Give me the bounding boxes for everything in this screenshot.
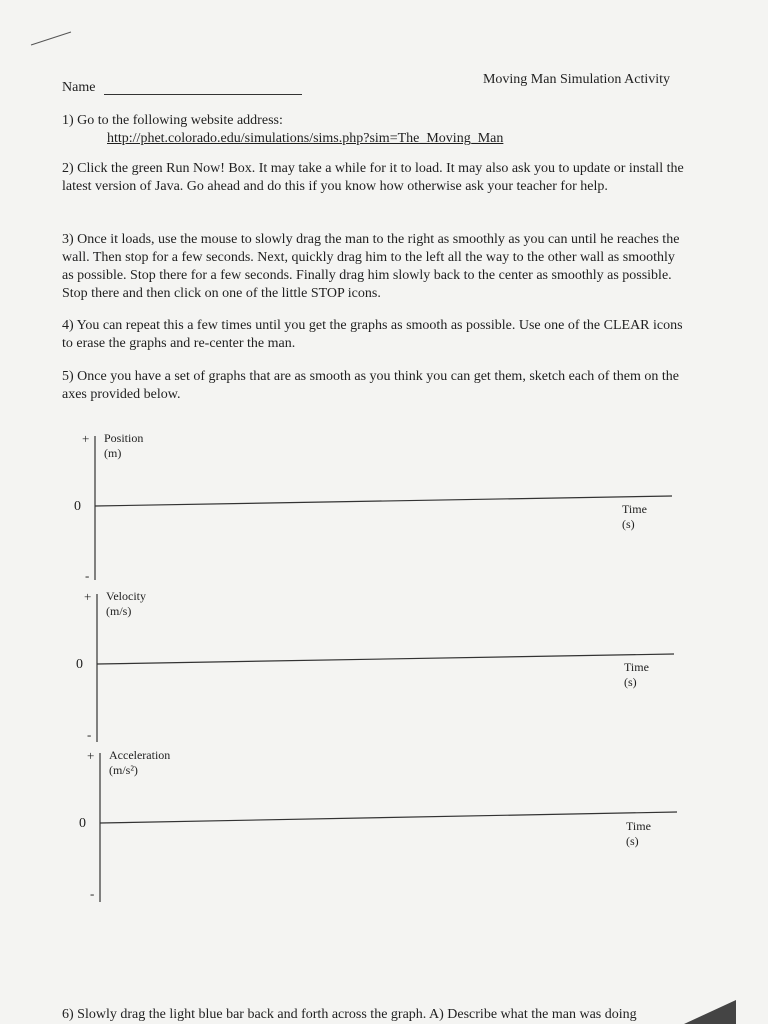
velocity-zero-label: 0 [76, 657, 83, 672]
position-zero-label: 0 [74, 499, 81, 514]
position-time-label: Time (s) [622, 502, 647, 531]
question-5: 5) Once you have a set of graphs that are as smooth as you think you can get them, sketch each of them on the axes provided below. [62, 369, 679, 402]
question-4: 4) You can repeat this a few times until you get the graphs as smooth as possible. Use one of the CLEAR icons to erase the graphs and re-center the man. [62, 318, 683, 351]
position-plus-sign: + [82, 431, 90, 446]
page-corner-shadow [684, 1000, 736, 1024]
name-label: Name [62, 80, 96, 95]
velocity-plus-sign: + [84, 589, 92, 604]
acceleration-zero-label: 0 [79, 816, 86, 831]
acceleration-plus-sign: + [87, 748, 95, 763]
question-6: 6) Slowly drag the light blue bar back and forth across the graph. A) Describe what the man was doing [62, 1007, 637, 1022]
position-axis-label: Position (m) [104, 431, 144, 460]
question-3: 3) Once it loads, use the mouse to slowly drag the man to the right as smoothly as you can until he reaches the wall. Then stop for a few seconds. Next, quickly drag him to the left all the way to the other wall as smoothly as possible. Stop there for a few seconds. Finally drag him slowly back to the center as smoothly as possible. Stop there and then click on one of the little STOP icons. [62, 232, 680, 301]
question-2: 2) Click the green Run Now! Box. It may take a while for it to load. It may also ask you to update or install the latest version of Java. Go ahead and do this if you know how otherwise ask your teacher for help. [62, 161, 684, 194]
acceleration-axis-label: Acceleration (m/s²) [109, 748, 171, 777]
document-title: Moving Man Simulation Activity [482, 72, 670, 87]
velocity-time-label: Time (s) [624, 660, 649, 689]
question-1-text: 1) Go to the following website address: [62, 113, 283, 128]
acceleration-minus-sign: - [90, 886, 95, 901]
velocity-axis-label: Velocity (m/s) [106, 589, 146, 618]
position-minus-sign: - [85, 568, 90, 583]
velocity-minus-sign: - [87, 727, 92, 742]
acceleration-time-label: Time (s) [626, 819, 651, 848]
simulation-url-link[interactable]: http://phet.colorado.edu/simulations/sims.php?sim=The_Moving_Man [107, 131, 504, 146]
